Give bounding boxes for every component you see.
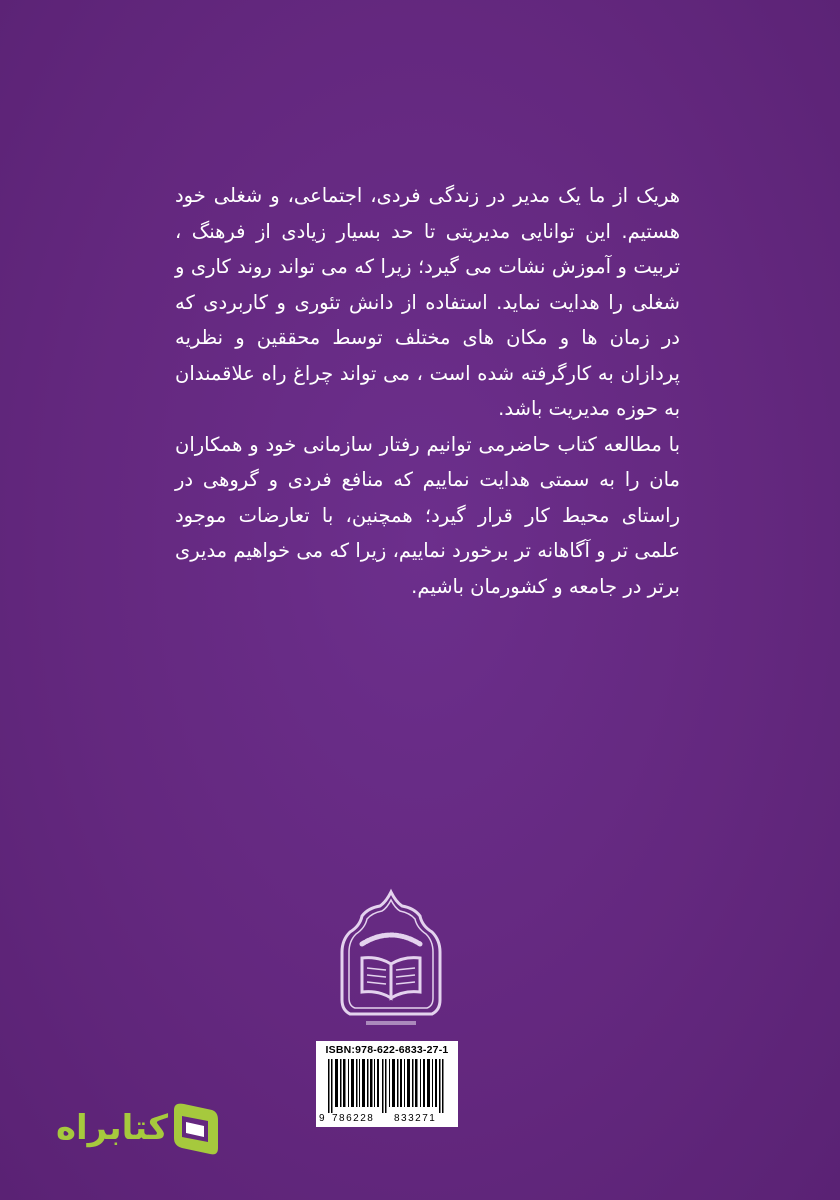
barcode-bars — [322, 1059, 452, 1113]
open-book-icon — [336, 888, 446, 1034]
back-cover-description — [175, 178, 680, 604]
logo-text: کتابراه — [55, 1108, 168, 1148]
book-leaf-icon — [168, 1100, 220, 1158]
barcode-digits-left: 786228 — [332, 1113, 375, 1124]
barcode-digit-first: 9 — [319, 1113, 325, 1124]
ketabrah-logo — [40, 1100, 220, 1160]
isbn-label: ISBN:978-622-6833-27-1 — [325, 1044, 449, 1056]
description-paragraph-1: هریک از ما یک مدیر در زندگی فردی، اجتماعی، و شغلی خود هستیم. این توانایی مدیریتی تا حد بسیار زیادی از فرهنگ ، تربیت و آموزش نشات می گیرد؛ زیرا که می تواند روند کاری و شغلی را هدایت نماید. استفاده از دانش تئوری و کاربردی که در زمان ها و مکان های مختلف توسط محققین و نظریه پردازان به کارگرفته شده است ، می تواند چراغ راه علاقمندان به حوزه مدیریت باشد. — [175, 184, 680, 420]
publisher-emblem — [336, 888, 446, 1034]
isbn-barcode — [316, 1041, 458, 1127]
description-paragraph-2: با مطالعه کتاب حاضرمی توانیم رفتار سازمانی خود و همکاران مان را به سمتی هدایت نماییم که منافع فردی و گروهی در راستای محیط کار قرار گیرد؛ همچنین، با تعارضات موجود علمی تر و آگاهانه تر برخورد نماییم، زیرا که می خواهیم مدیری برتر در جامعه و کشورمان باشیم. — [175, 432, 680, 598]
barcode-digits-right: 833271 — [394, 1113, 437, 1124]
